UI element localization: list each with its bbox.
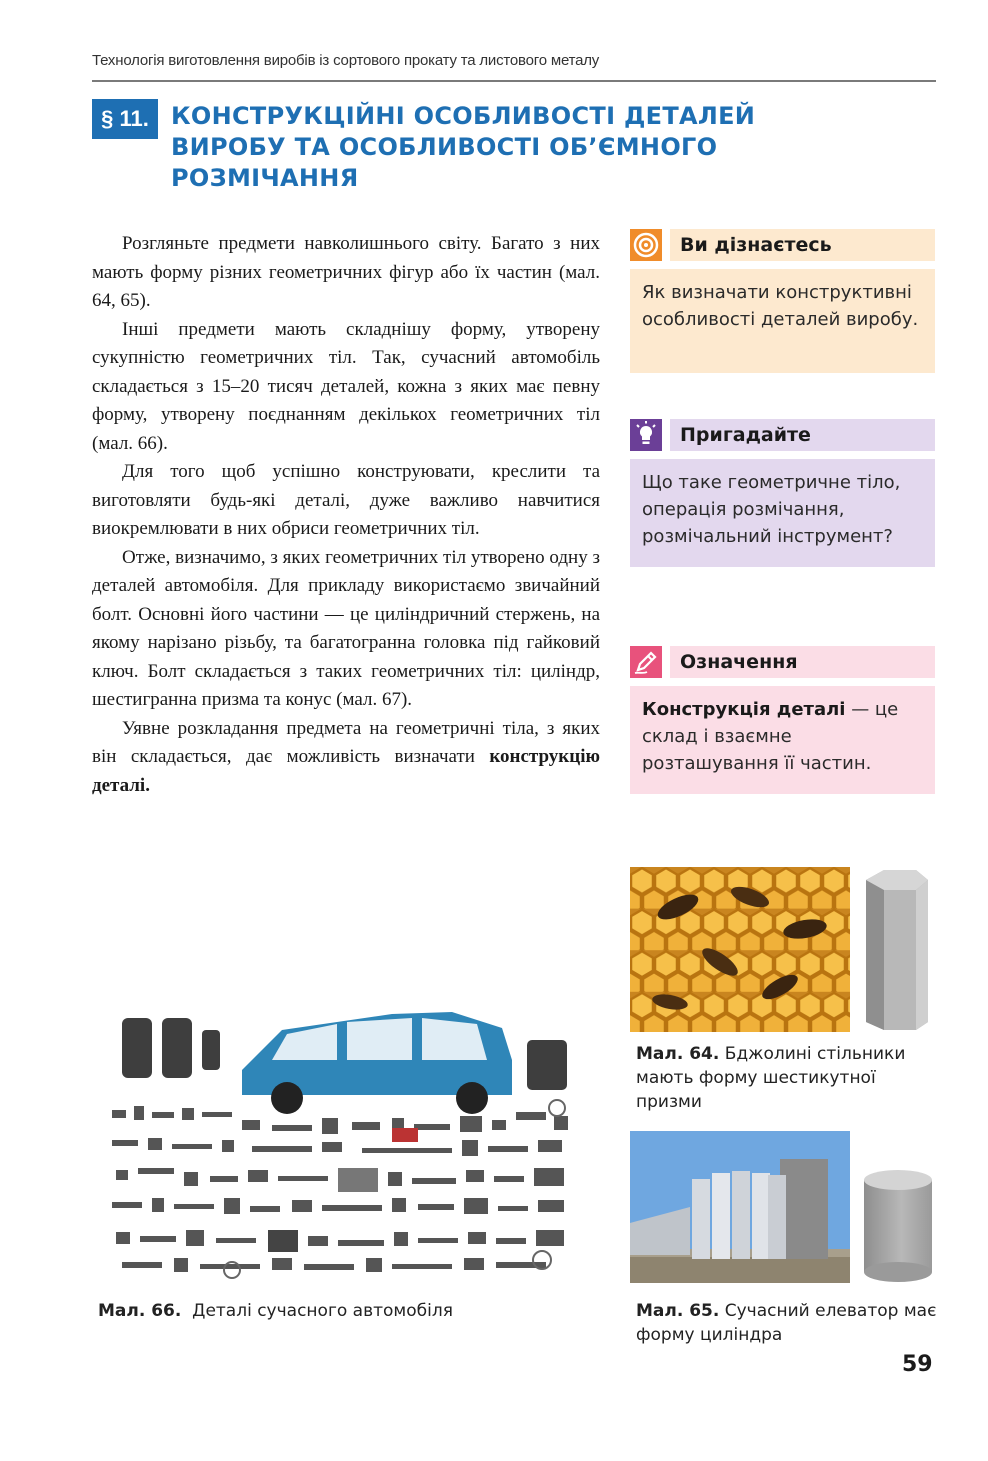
- paragraph: Розгляньте предмети навколишнього світу. Багато з них мають форму різних геометричних фігур або їх частин (мал. 64, 65).: [92, 233, 600, 311]
- figure-66-caption: [98, 1299, 598, 1323]
- recall-box-text: Що таке геометричне тіло, операція розмічання, розмічальний інструмент?: [630, 459, 935, 567]
- main-text: [92, 230, 600, 800]
- paragraph: [92, 715, 600, 801]
- figure-65-caption: [636, 1299, 941, 1347]
- definition-text: — це склад і взаємне розташування її частин.: [642, 699, 899, 774]
- section-title: [171, 101, 791, 194]
- section-title-line: КОНСТРУКЦІЙНІ ОСОБЛИВОСТІ ДЕТАЛЕЙ: [171, 102, 756, 130]
- recall-box-title: Пригадайте: [670, 419, 935, 451]
- header-rule: [92, 80, 936, 82]
- caption-text: Бджолині стільники мають форму шестикутної призми: [636, 1044, 906, 1112]
- paragraph: Отже, визначимо, з яких геометричних тіл утворено одну з деталей автомобіля. Для прикладу використаємо звичайний болт. Основні його частини — це циліндричний стержень, на якому нарізано різьбу, та багатогранна головка під гайковий ключ. Болт складається з таких геометричних тіл: циліндр, шестигранна призма та конус (мал. 67).: [92, 546, 600, 710]
- figure-label: Мал. 66.: [98, 1301, 182, 1321]
- caption-text: Деталі сучасного автомобіля: [192, 1301, 453, 1321]
- caption-text: Сучасний елеватор має форму циліндра: [636, 1301, 937, 1345]
- cylinder-shape: [862, 1168, 934, 1284]
- running-header: Технологія виготовлення виробів із сортового прокату та листового металу: [92, 52, 600, 69]
- figure-64-image: [630, 867, 850, 1032]
- section-title-line: ВИРОБУ ТА ОСОБЛИВОСТІ ОБ’ЄМНОГО: [171, 133, 718, 161]
- paragraph: Для того щоб успішно конструювати, креслити та виготовляти будь-які деталі, дуже важливо навчитися виокремлювати в них обриси геометричних тіл.: [92, 461, 600, 539]
- figure-64-caption: [636, 1042, 936, 1114]
- pencil-icon: [630, 646, 662, 678]
- lightbulb-icon: [630, 419, 662, 451]
- recall-box: [630, 419, 935, 567]
- figure-label: Мал. 65.: [636, 1301, 720, 1321]
- learn-box-text: Як визначати конструктивні особливості деталей виробу.: [630, 269, 935, 373]
- definition-box: [630, 646, 935, 794]
- page-number: 59: [902, 1352, 933, 1377]
- key-term: конструкцію деталі.: [92, 746, 600, 796]
- definition-term: Конструкція деталі: [642, 699, 846, 720]
- paragraph: Інші предмети мають складнішу форму, утворену сукупністю геометричних тіл. Так, сучасний автомобіль складається з 15–20 тисяч деталей, кожна з яких має певну форму, утворену поєднанням декількох геометричних тіл (мал. 66).: [92, 318, 600, 454]
- definition-box-title: Означення: [670, 646, 935, 678]
- learn-box-title: Ви дізнаєтесь: [670, 229, 935, 261]
- learn-box: [630, 229, 935, 373]
- paragraph-text: Уявне розкладання предмета на геометричні тіла, з яких він складається, дає можливість визначати: [92, 717, 600, 767]
- target-icon: [630, 229, 662, 261]
- figure-66-image: [92, 1000, 590, 1284]
- section-number-badge: § 11.: [92, 99, 158, 139]
- figure-label: Мал. 64.: [636, 1044, 720, 1064]
- definition-box-text: [630, 686, 935, 794]
- section-title-line: РОЗМІЧАННЯ: [171, 164, 359, 192]
- figure-65-image: [630, 1131, 850, 1283]
- hexagonal-prism-shape: [858, 866, 934, 1032]
